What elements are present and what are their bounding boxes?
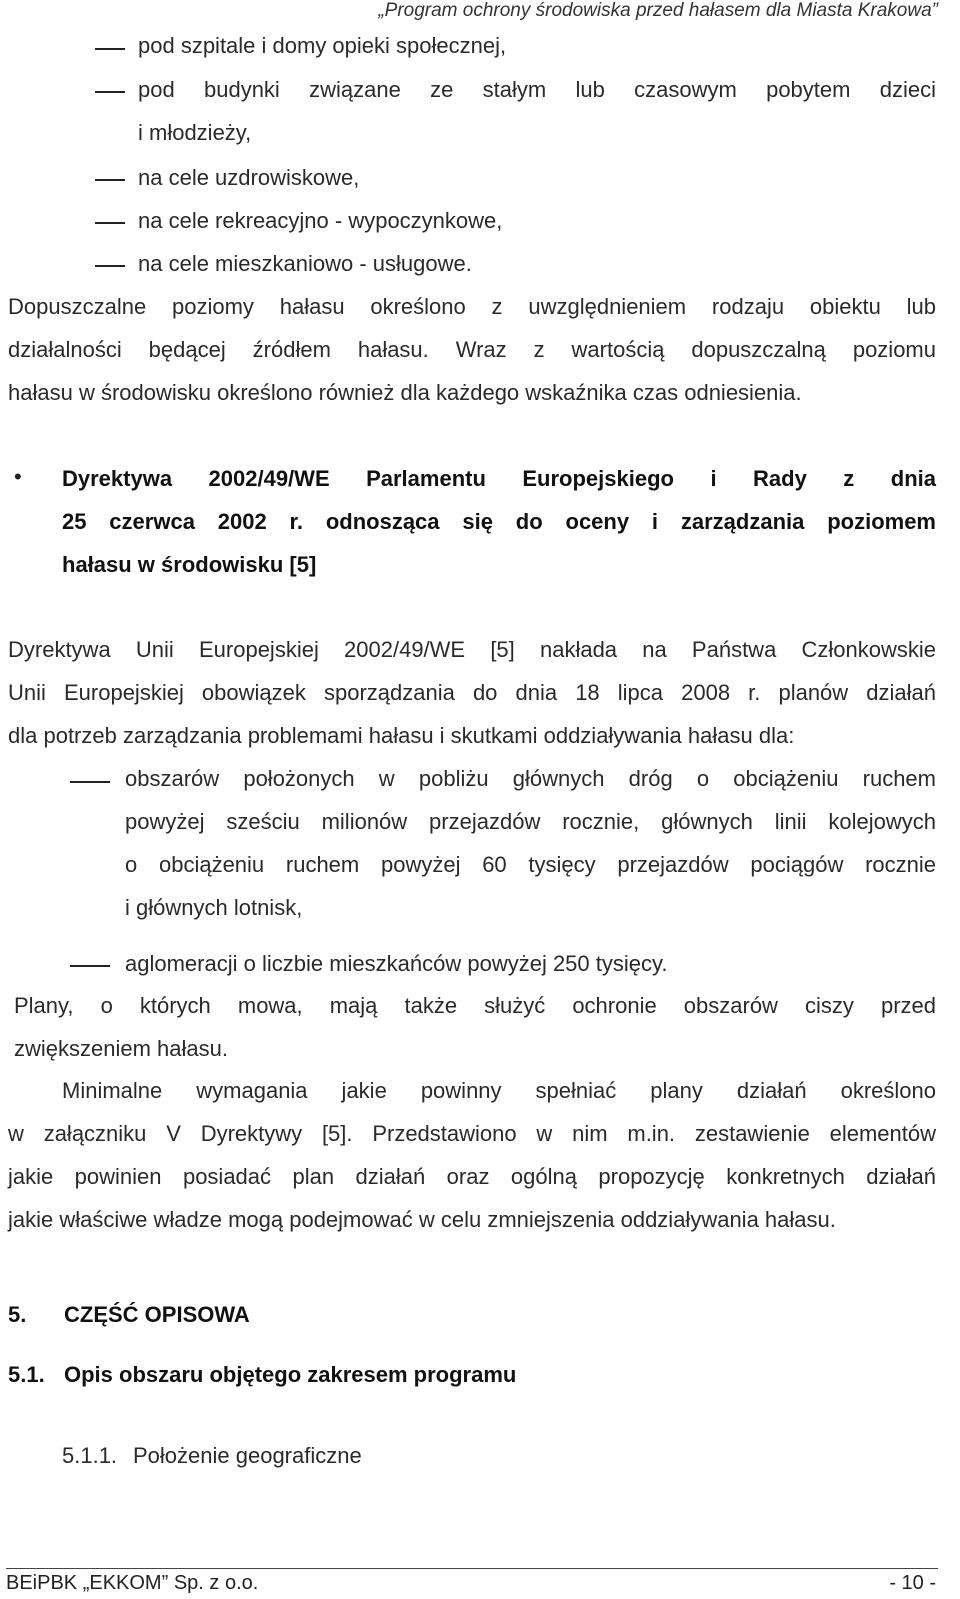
paragraph-line: dla potrzeb zarządzania problemami hałasu i skutkami oddziaływania hałasu dla:	[8, 723, 795, 748]
list-item: na cele uzdrowiskowe,	[138, 165, 360, 190]
dash-marker	[95, 48, 125, 50]
paragraph-line: Minimalne wymagania jakie powinny spełniać plany działań określono	[62, 1078, 936, 1103]
list-item: pod szpitale i domy opieki społecznej,	[138, 33, 507, 58]
dash-marker	[95, 179, 125, 181]
directive-title: 25 czerwca 2002 r. odnosząca się do oceny i zarządzania poziomem	[62, 509, 936, 534]
paragraph-line: jakie powinien posiadać plan działań oraz ogólną propozycję konkretnych działań	[8, 1164, 936, 1189]
list-item-continuation: i młodzieży,	[138, 120, 252, 145]
page-header: „Program ochrony środowiska przed hałasem dla Miasta Krakowa”	[378, 0, 938, 21]
list-item: pod budynki związane ze stałym lub czasowym pobytem dzieci	[138, 77, 936, 102]
paragraph-line: Plany, o których mowa, mają także służyć ochronie obszarów ciszy przed	[14, 993, 936, 1018]
directive-title: hałasu w środowisku [5]	[62, 552, 317, 577]
section-number: 5.1.	[8, 1362, 45, 1387]
list-item-continuation: o obciążeniu ruchem powyżej 60 tysięcy przejazdów pociągów rocznie	[125, 852, 936, 877]
list-item-continuation: powyżej sześciu milionów przejazdów rocznie, głównych linii kolejowych	[125, 809, 936, 834]
dash-marker	[70, 965, 110, 967]
subsection-number: 5.1.1.	[62, 1443, 118, 1468]
directive-title: Dyrektywa 2002/49/WE Parlamentu Europejskiego i Rady z dnia	[62, 466, 936, 491]
paragraph-line: zwiększeniem hałasu.	[14, 1036, 228, 1061]
paragraph-line: Unii Europejskiej obowiązek sporządzania do dnia 18 lipca 2008 r. planów działań	[8, 680, 936, 705]
list-item-continuation: i głównych lotnisk,	[125, 895, 303, 920]
dash-marker	[95, 222, 125, 224]
bullet-icon: •	[14, 464, 22, 489]
paragraph-line: działalności będącej źródłem hałasu. Wraz z wartością dopuszczalną poziomu	[8, 337, 936, 362]
paragraph-line: Dyrektywa Unii Europejskiej 2002/49/WE [5] nakłada na Państwa Członkowskie	[8, 637, 936, 662]
paragraph-line: jakie właściwe władze mogą podejmować w celu zmniejszenia oddziaływania hałasu.	[8, 1207, 836, 1232]
dash-marker	[95, 91, 125, 93]
footer-divider	[6, 1568, 938, 1569]
section-number: 5.	[8, 1302, 27, 1327]
paragraph-line: Dopuszczalne poziomy hałasu określono z uwzględnieniem rodzaju obiektu lub	[8, 294, 936, 319]
dash-marker	[70, 781, 110, 783]
paragraph-line: w załączniku V Dyrektywy [5]. Przedstawiono w nim m.in. zestawienie elementów	[8, 1121, 936, 1146]
dash-marker	[95, 265, 125, 267]
list-item: na cele mieszkaniowo - usługowe.	[138, 251, 472, 276]
paragraph-line: hałasu w środowisku określono również dla każdego wskaźnika czas odniesienia.	[8, 380, 802, 405]
list-item: obszarów położonych w pobliżu głównych dróg o obciążeniu ruchem	[125, 766, 936, 791]
section-title: CZĘŚĆ OPISOWA	[64, 1302, 250, 1327]
list-item: na cele rekreacyjno - wypoczynkowe,	[138, 208, 503, 233]
footer-company: BEiPBK „EKKOM” Sp. z o.o.	[6, 1572, 259, 1594]
section-title: Opis obszaru objętego zakresem programu	[64, 1362, 517, 1387]
page-number: - 10 -	[889, 1572, 936, 1594]
subsection-title: Położenie geograficzne	[133, 1443, 362, 1468]
list-item: aglomeracji o liczbie mieszkańców powyżej 250 tysięcy.	[125, 951, 668, 976]
